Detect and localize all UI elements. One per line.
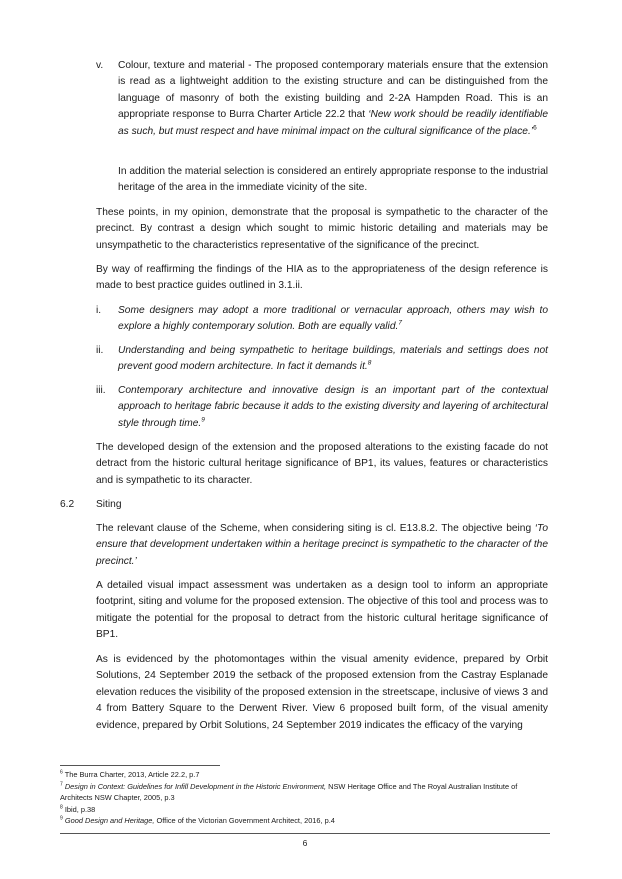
- footer-rule: [60, 833, 550, 834]
- paragraph-2: By way of reaffirming the findings of the HIA as to the appropriateness of the design reference is made to best practice guides outlined in 3.1.ii.: [96, 264, 548, 292]
- list-item-number: ii.: [96, 345, 104, 356]
- list-item-text-span: Contemporary architecture and innovative design is an important part of the contextual approach to heritage fabric because it adds to the existing diversity and layering of architectural style through time.: [118, 385, 548, 429]
- footnote: [60, 815, 550, 827]
- siting-paragraph-2: A detailed visual impact assessment was undertaken as a design tool to inform an appropriate footprint, siting and volume for the proposed extension. The objective of this tool and process was to mitigate the potential for the proposal to detract from the historic cultural heritage significance of BP1.: [96, 580, 548, 641]
- item-v-paragraph: [118, 58, 548, 140]
- footnotes: [60, 769, 550, 827]
- section-number: 6.2: [60, 499, 75, 510]
- footnote-text: Office of the Victorian Government Architect, 2016, p.4: [154, 816, 335, 826]
- footnote: [60, 769, 550, 781]
- footnote-number: 8: [60, 804, 63, 811]
- list-item-text: [118, 343, 548, 376]
- siting-block-1: [96, 521, 548, 570]
- siting-block-2: [96, 578, 548, 644]
- footnote-number: 6: [60, 769, 63, 776]
- footnote-text: The Burra Charter, 2013, Article 22.2, p.7: [64, 770, 200, 779]
- item-v-followup: [118, 164, 548, 197]
- list-item-number: iii.: [96, 385, 106, 396]
- siting-block-3: [96, 652, 548, 734]
- paragraph-3: The developed design of the extension and the proposed alterations to the existing facade do not detract from the historic cultural heritage significance of BP1, its values, features or characteristics and is sympathetic to its character.: [96, 442, 548, 486]
- list-item-iii: [96, 383, 548, 432]
- footnote-ref: 9: [201, 416, 205, 424]
- list-item-text: [118, 303, 548, 336]
- footnote-text: NSW Heritage Office and The Royal Australian Institute of Architects NSW Chapter, 2005, p.3: [60, 781, 518, 803]
- list-item-number: i.: [96, 305, 102, 316]
- footnote: [60, 804, 550, 816]
- siting-paragraph-1-text: The relevant clause of the Scheme, when considering siting is cl. E13.8.2. The objective being: [96, 523, 535, 534]
- siting-paragraph-3: As is evidenced by the photomontages within the visual amenity evidence, prepared by Orbit Solutions, 24 September 2019 the setback of the proposed extension from the Castray Esplanade elevation reduces the visibility of the proposed extension in the streetscape, inclusive of views 3 and 4 from Battery Square to the Derwent River. View 6 proposed built form, of the visual amenity evidence, prepared by Orbit Solutions, 24 September 2019 indicates the efficacy of the varying: [96, 654, 548, 731]
- list-item-text-span: Some designers may adopt a more traditional or vernacular approach, others may wish to explore a highly contemporary solution. Both are equally valid.: [118, 305, 548, 333]
- footnote-text: Ibid, p.38: [64, 804, 96, 814]
- paragraph-block-3: [96, 440, 548, 489]
- footnote-number: 9: [60, 815, 63, 822]
- list-item-v: [96, 58, 548, 140]
- item-v-text: Colour, texture and material - The proposed contemporary materials ensure that the extension is read as a lightweight addition to the existing structure and can be distinguished from the language of masonry of both the existing building and 2-2A Hampden Road. This is an appropriate response to Burra Charter Article 22.2 that: [118, 60, 548, 121]
- footnote-separator: [60, 765, 220, 766]
- list-item-i: [96, 303, 548, 336]
- paragraph-block-1: [96, 205, 548, 254]
- footnote-ref: 6: [533, 124, 537, 132]
- footnote-title: Good Design and Heritage,: [64, 816, 155, 826]
- list-item-number: v.: [96, 60, 104, 71]
- footnote-number: 7: [60, 781, 63, 788]
- footnote-title: Design in Context: Guidelines for Infill Development in the Historic Environment,: [64, 781, 327, 791]
- section-title: Siting: [96, 499, 122, 510]
- footnote-ref: 8: [367, 360, 372, 368]
- item-v-followup-text: In addition the material selection is considered an entirely appropriate response to the industrial heritage of the area in the immediate vicinity of the site.: [118, 166, 548, 194]
- paragraph-block-2: [96, 262, 548, 295]
- siting-paragraph-1: [96, 521, 548, 570]
- paragraph-1: These points, in my opinion, demonstrate that the proposal is sympathetic to the character of the precinct. By contrast a design which sought to mimic historic detailing and materials may be unsympathetic to the characteristics representative of the significance of the precinct.: [96, 207, 548, 251]
- siting-paragraph-1-quote: ‘To ensure that development undertaken within a heritage precinct is sympathetic to the character of the precinct.’: [96, 523, 548, 567]
- list-item-text: [118, 383, 548, 432]
- footnote-ref: 7: [398, 320, 402, 328]
- footnote: [60, 781, 550, 804]
- page-number: 6: [302, 838, 308, 848]
- list-item-text-span: Understanding and being sympathetic to heritage buildings, materials and settings does not prevent good modern architecture. In fact it demands it.: [118, 345, 548, 373]
- list-item-ii: [96, 343, 548, 376]
- item-v-quote: ‘New work should be readily identifiable as such, but must respect and have minimal impact on the cultural significance of the place.’: [118, 109, 548, 137]
